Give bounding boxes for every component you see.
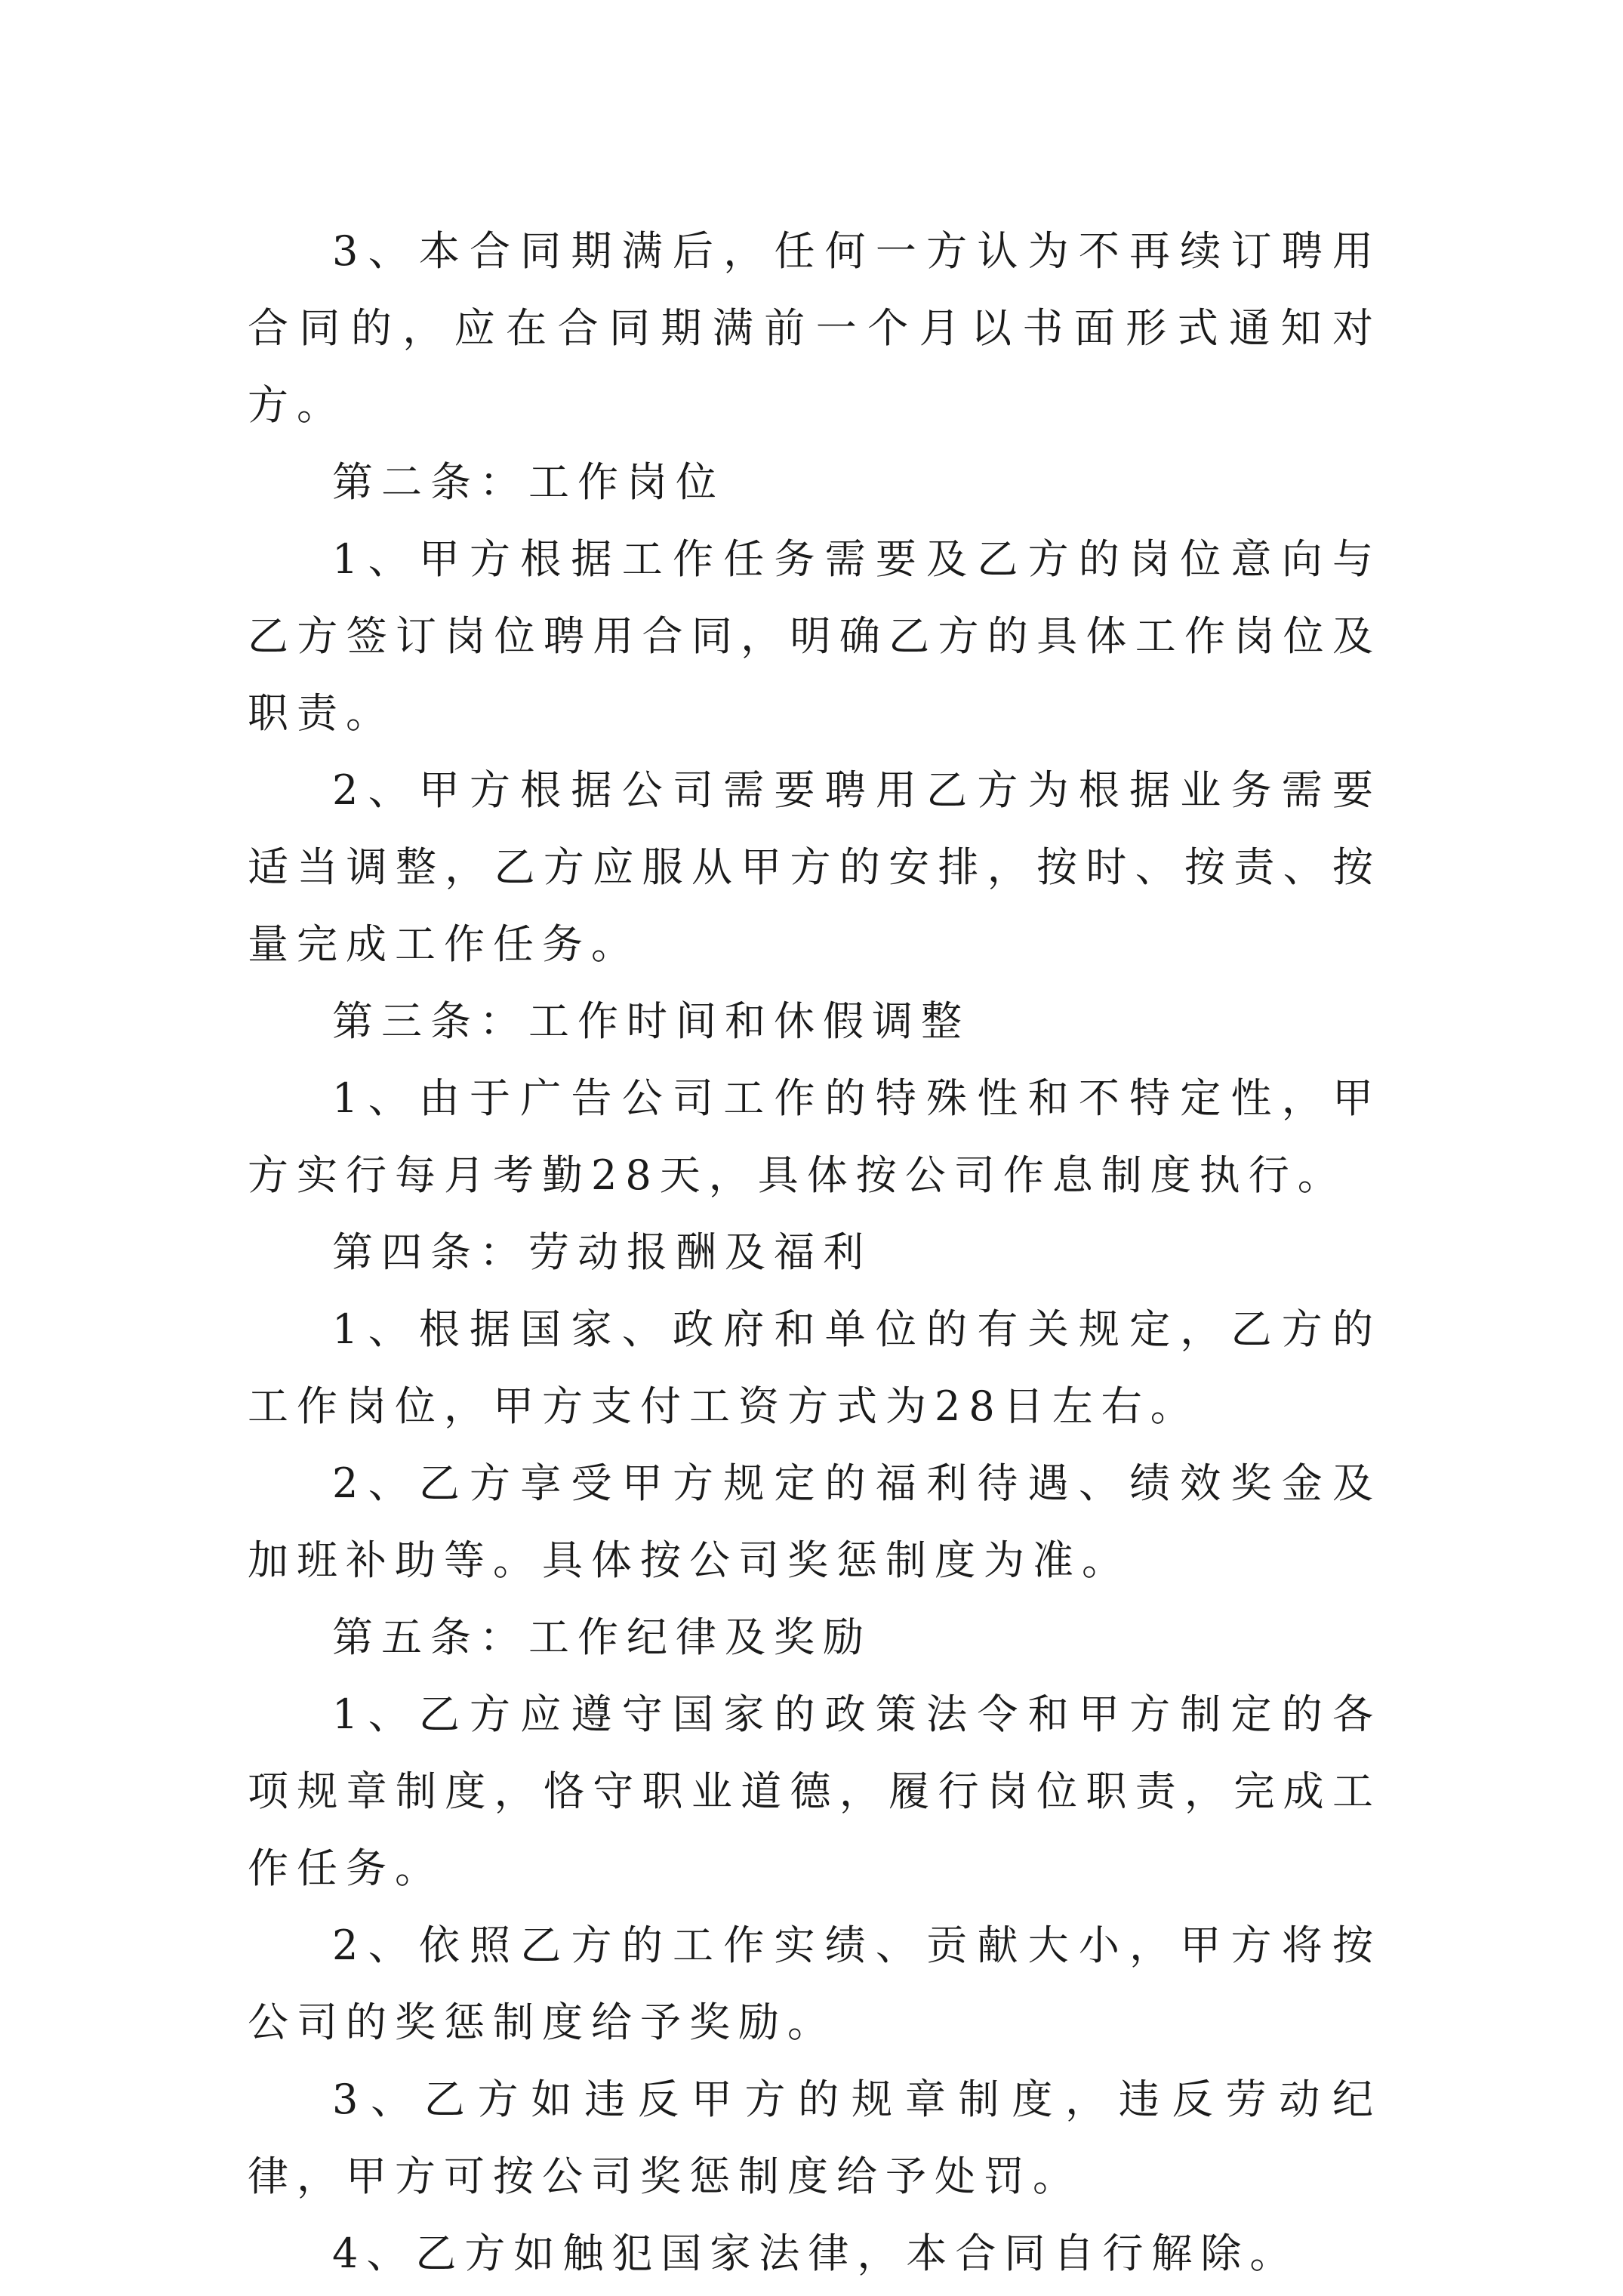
article-4-heading: 第四条：劳动报酬及福利 [332,1228,872,1276]
article-3-clause-1: 1、由于广告公司工作的特殊性和不特定性，甲方实行每月考勤28天，具体按公司作息制度执行。 [248,1074,1381,1199]
article-5-heading: 第五条：工作纪律及奖励 [332,1613,872,1661]
article-4-clause-1: 1、根据国家、政府和单位的有关规定，乙方的工作岗位，甲方支付工资方式为28日左右。 [248,1305,1381,1430]
article-4-clause-2: 2、乙方享受甲方规定的福利待遇、绩效奖金及加班补助等。具体按公司奖惩制度为准。 [248,1459,1381,1584]
article-5-clause-4: 4、乙方如触犯国家法律，本合同自行解除。 [332,2230,1299,2277]
article-5-clause-2: 2、依照乙方的工作实绩、贡献大小，甲方将按公司的奖惩制度给予奖励。 [248,1922,1381,2046]
article-2-clause-2: 2、甲方根据公司需要聘用乙方为根据业务需要适当调整，乙方应服从甲方的安排，按时、按责、按量完成工作任务。 [248,766,1381,968]
article-5-clause-3: 3、乙方如违反甲方的规章制度，违反劳动纪律，甲方可按公司奖惩制度给予处罚。 [248,2076,1381,2200]
article-3-heading: 第三条：工作时间和休假调整 [332,997,970,1045]
document-body [248,213,1381,2292]
article-5-clause-1: 1、乙方应遵守国家的政策法令和甲方制定的各项规章制度，恪守职业道德，履行岗位职责，完成工作任务。 [248,1690,1381,1892]
article-2-heading: 第二条：工作岗位 [332,458,725,506]
article-2-clause-1: 1、甲方根据工作任务需要及乙方的岗位意向与乙方签订岗位聘用合同，明确乙方的具体工作岗位及职责。 [248,535,1381,737]
clause-3-contract-renewal: 3、本合同期满后，任何一方认为不再续订聘用合同的，应在合同期满前一个月以书面形式通知对方。 [248,227,1381,429]
